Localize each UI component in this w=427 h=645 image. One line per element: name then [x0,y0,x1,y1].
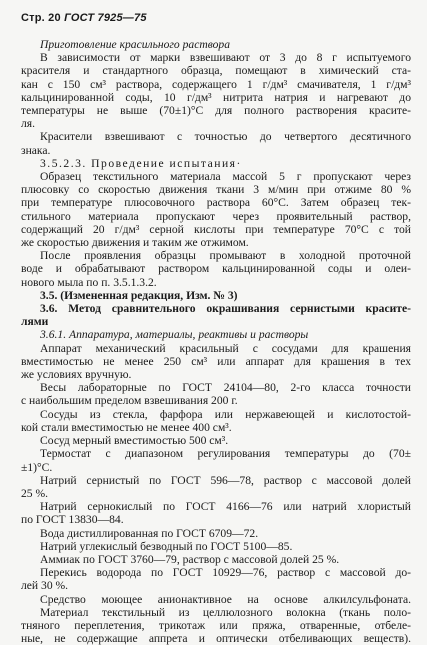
text-line: температуры не выше (70±1)°С для полного растворения красите- [21,104,411,118]
text-line: Натрий углекислый безводный по ГОСТ 5100—85. [40,539,293,553]
text-line: кой стали вместимостью не менее 400 см³. [21,420,232,434]
text-line: Сосуд мерный вместимостью 500 см³. [40,434,229,448]
text-line: Средство моющее анионактивное на основе алкилсульфоната. [40,592,411,606]
standard-code: ГОСТ 7925—75 [64,12,147,24]
text-line: стильного материала пропускают через проявительный раствор, [21,209,411,223]
text-line: 3.6.1. Аппаратура, материалы, реактивы и растворы [40,328,309,342]
text-line: 3.6. Метод сравнительного окрашивания сернистыми красите- [40,302,411,316]
text-line: Весы лабораторные по ГОСТ 24104—80, 2-го класса точности [40,381,411,395]
text-line: лей 30 %. [21,579,69,593]
text-line: кан с 150 см³ раствора, содержащего 1 г/дм³ смачивателя, 1 г/дм³ [21,77,411,91]
text-line: ля. [21,117,36,131]
text-line: Термостат с диапазоном регулирования температуры до (70± [40,447,411,461]
text-line: Сосуды из стекла, фарфора или нержавеющей и кислотостой- [40,407,411,421]
text-line: Аммиак по ГОСТ 3760—79, раствор с массовой долей 25 %. [40,552,340,566]
text-line: тняного переплетения, трикотаж или пряжа, отваренные, отбеле- [21,618,411,632]
text-line: После проявления образцы промывают в холодной проточной [40,249,411,263]
page-header [21,12,147,24]
text-line: ±1)°С. [21,460,53,474]
text-line: 3.5. (Измененная редакция, Изм. № 3) [40,288,238,302]
text-line: 3.5.2.3. Проведение испытания· [40,156,242,170]
text-line: содержащий 20 г/дм³ серной кислоты при температуре 70°С с той [21,222,411,236]
text-line: Перекись водорода по ГОСТ 10929—76, раствор с массовой до- [40,566,411,580]
text-line: знака. [21,143,51,157]
text-line: вместимостью не менее 250 см³ или аппарат для крашения в тех [21,354,411,368]
text-line: Образец текстильного материала массой 5 г пропускают через [40,170,411,184]
text-line: Натрий сернокислый по ГОСТ 4166—76 или натрий хлористый [40,500,411,514]
text-line: красителя и стандартного образца, помещают в химический ста- [21,64,411,78]
text-line: же условиях вручную. [21,368,132,382]
text-line: воде и обрабатывают раствором кальцинированной соды и олеи- [21,262,411,276]
text-line: Приготовление красильного раствора [40,38,231,51]
text-line: Аппарат механический красильный с сосудами для крашения [40,341,411,355]
text-line: же скоростью движения и таким же отжимом. [21,236,249,250]
text-line: кальцинированной соды, 10 г/дм³ нитрита натрия и нагревают до [21,90,411,104]
text-line: лями [21,315,49,329]
text-line: по ГОСТ 13830—84. [21,513,124,527]
text-line: В зависимости от марки взвешивают от 3 до 8 г испытуемого [40,51,411,65]
text-line: плюсовку со скоростью движения ткани 3 м/мин при отжиме 80 % [21,183,411,197]
page-number: Стр. 20 [21,12,61,24]
text-line: Красители взвешивают с точностью до четвертого десятичного [40,130,411,144]
text-line: при температуре плюсовочного раствора 60°С. Затем образец тек- [21,196,411,210]
text-line: 25 %. [21,486,49,500]
text-line: Материал текстильный из целлюлозного волокна (ткань поло- [40,605,411,619]
text-line: Вода дистиллированная по ГОСТ 6709—72. [40,526,259,540]
text-line: с наибольшим пределом взвешивания 200 г. [21,394,238,408]
text-line: ные, не содержащие аппрета и оптически отбеливающих веществ). [21,632,411,645]
text-line: нового мыла по п. 3.5.1.3.2. [21,275,157,289]
text-line: Натрий сернистый по ГОСТ 596—78, раствор с массовой долей [40,473,411,487]
document-body [21,38,411,645]
